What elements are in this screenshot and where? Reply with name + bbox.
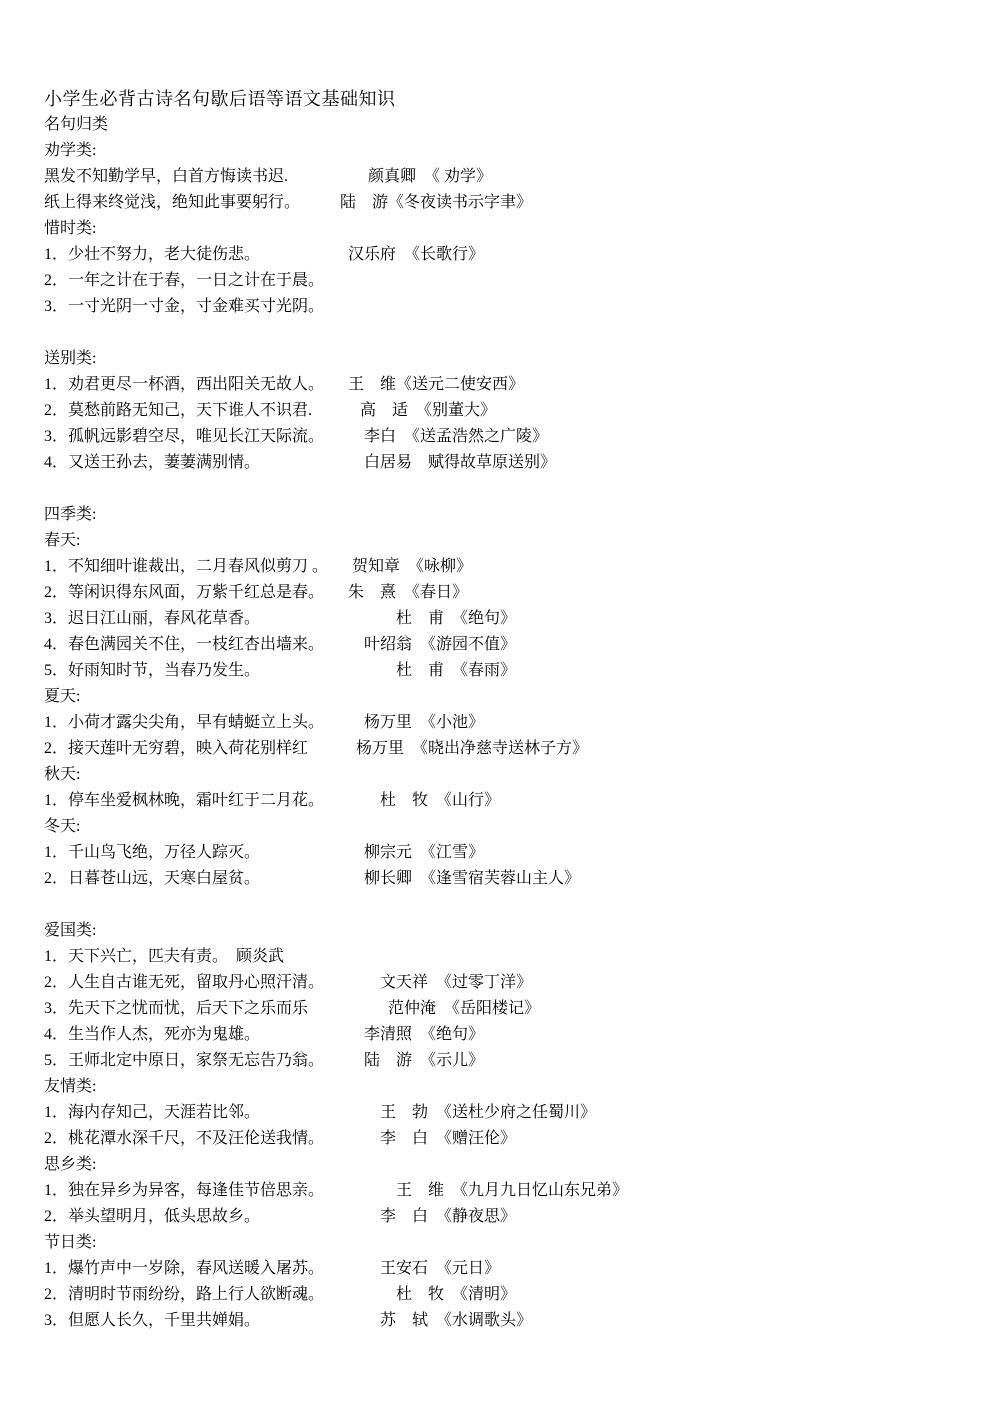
- poem-line: 2．举头望明月，低头思故乡。 李 白 《静夜思》: [44, 1208, 517, 1225]
- poem-line: 纸上得来终觉浅，绝知此事要躬行。 陆 游《冬夜读书示字聿》: [44, 194, 533, 211]
- poem-line: 2．清明时节雨纷纷，路上行人欲断魂。 杜 牧 《清明》: [44, 1286, 517, 1303]
- poem-line: 4．又送王孙去，萋萋满别情。 白居易 赋得故草原送别》: [44, 454, 557, 471]
- poem-line: 1．小荷才露尖尖角，早有蜻蜓立上头。 杨万里 《小池》: [44, 714, 485, 731]
- subsection-heading-dongtian: 冬天:: [44, 818, 81, 835]
- poem-line: 2．桃花潭水深千尺，不及汪伦送我情。 李 白 《赠汪伦》: [44, 1130, 517, 1147]
- poem-line: 3．一寸光阴一寸金，寸金难买寸光阴。: [44, 298, 325, 315]
- subsection-heading-xiatian: 夏天:: [44, 688, 81, 705]
- poem-line: 3．但愿人长久，千里共婵娟。 苏 轼 《水调歌头》: [44, 1312, 533, 1329]
- poem-line: 5．王师北定中原日，家祭无忘告乃翁。 陆 游 《示儿》: [44, 1052, 485, 1069]
- poem-line: 黑发不知勤学早，白首方悔读书迟. 颜真卿 《 劝学》: [44, 168, 493, 185]
- poem-line: 2．一年之计在于春，一日之计在于晨。: [44, 272, 325, 289]
- document-title: 小学生必背古诗名句歇后语等语文基础知识: [44, 89, 396, 109]
- blank-line: [44, 320, 944, 346]
- blank-line: [44, 892, 944, 918]
- section-heading-youqing: 友情类:: [44, 1078, 97, 1095]
- poem-line: 2．日暮苍山远，天寒白屋贫。 柳长卿 《逢雪宿芙蓉山主人》: [44, 870, 581, 887]
- poem-line: 2．人生自古谁无死，留取丹心照汗清。 文天祥 《过零丁洋》: [44, 974, 533, 991]
- section-heading-xishi: 惜时类:: [44, 220, 97, 237]
- poem-line: 2．等闲识得东风面，万紫千红总是春。 朱 熹 《春日》: [44, 584, 469, 601]
- poem-line: 1．不知细叶谁裁出，二月春风似剪刀 。 贺知章 《咏柳》: [44, 558, 473, 575]
- poem-line: 1．爆竹声中一岁除，春风送暖入屠苏。 王安石 《元日》: [44, 1260, 501, 1277]
- section-heading-quanxue: 劝学类:: [44, 142, 97, 159]
- section-heading-aiguo: 爱国类:: [44, 922, 97, 939]
- poem-line: 2．莫愁前路无知己，天下谁人不识君. 高 适 《别董大》: [44, 402, 497, 419]
- poem-line: 1．海内存知己，天涯若比邻。 王 勃 《送杜少府之任蜀川》: [44, 1104, 597, 1121]
- poem-line: 4．生当作人杰，死亦为鬼雄。 李清照 《绝句》: [44, 1026, 485, 1043]
- section-heading-songbie: 送别类:: [44, 350, 97, 367]
- subsection-heading-qiutian: 秋天:: [44, 766, 81, 783]
- poem-line: 1．独在异乡为异客，每逢佳节倍思亲。 王 维 《九月九日忆山东兄弟》: [44, 1182, 629, 1199]
- poem-line: 1．少壮不努力，老大徒伤悲。 汉乐府 《长歌行》: [44, 246, 485, 263]
- poem-line: 1．停车坐爱枫林晚，霜叶红于二月花。 杜 牧 《山行》: [44, 792, 501, 809]
- section-heading-jieri: 节日类:: [44, 1234, 97, 1251]
- subsection-heading-chuntian: 春天:: [44, 532, 81, 549]
- section-heading-sixiang: 思乡类:: [44, 1156, 97, 1173]
- poem-line: 3．迟日江山丽，春风花草香。 杜 甫 《绝句》: [44, 610, 517, 627]
- poem-line: 4．春色满园关不住，一枝红杏出墙来。 叶绍翁 《游园不值》: [44, 636, 517, 653]
- poem-line: 1．千山鸟飞绝，万径人踪灭。 柳宗元 《江雪》: [44, 844, 485, 861]
- poem-line: 2．接天莲叶无穷碧，映入荷花别样红 杨万里 《晓出净慈寺送林子方》: [44, 740, 589, 757]
- blank-line: [44, 476, 944, 502]
- poem-line: 5．好雨知时节，当春乃发生。 杜 甫 《春雨》: [44, 662, 517, 679]
- document-body: [44, 86, 944, 1334]
- poem-line: 1．天下兴亡，匹夫有责。 顾炎武: [44, 948, 285, 965]
- poem-line: 1．劝君更尽一杯酒，西出阳关无故人。 王 维《送元二使安西》: [44, 376, 525, 393]
- section-heading-siji: 四季类:: [44, 506, 97, 523]
- poem-line: 3．孤帆远影碧空尽，唯见长江天际流。 李白 《送孟浩然之广陵》: [44, 428, 549, 445]
- subtitle: 名句归类: [44, 116, 109, 133]
- poem-line: 3．先天下之忧而忧，后天下之乐而乐 范仲淹 《岳阳楼记》: [44, 1000, 541, 1017]
